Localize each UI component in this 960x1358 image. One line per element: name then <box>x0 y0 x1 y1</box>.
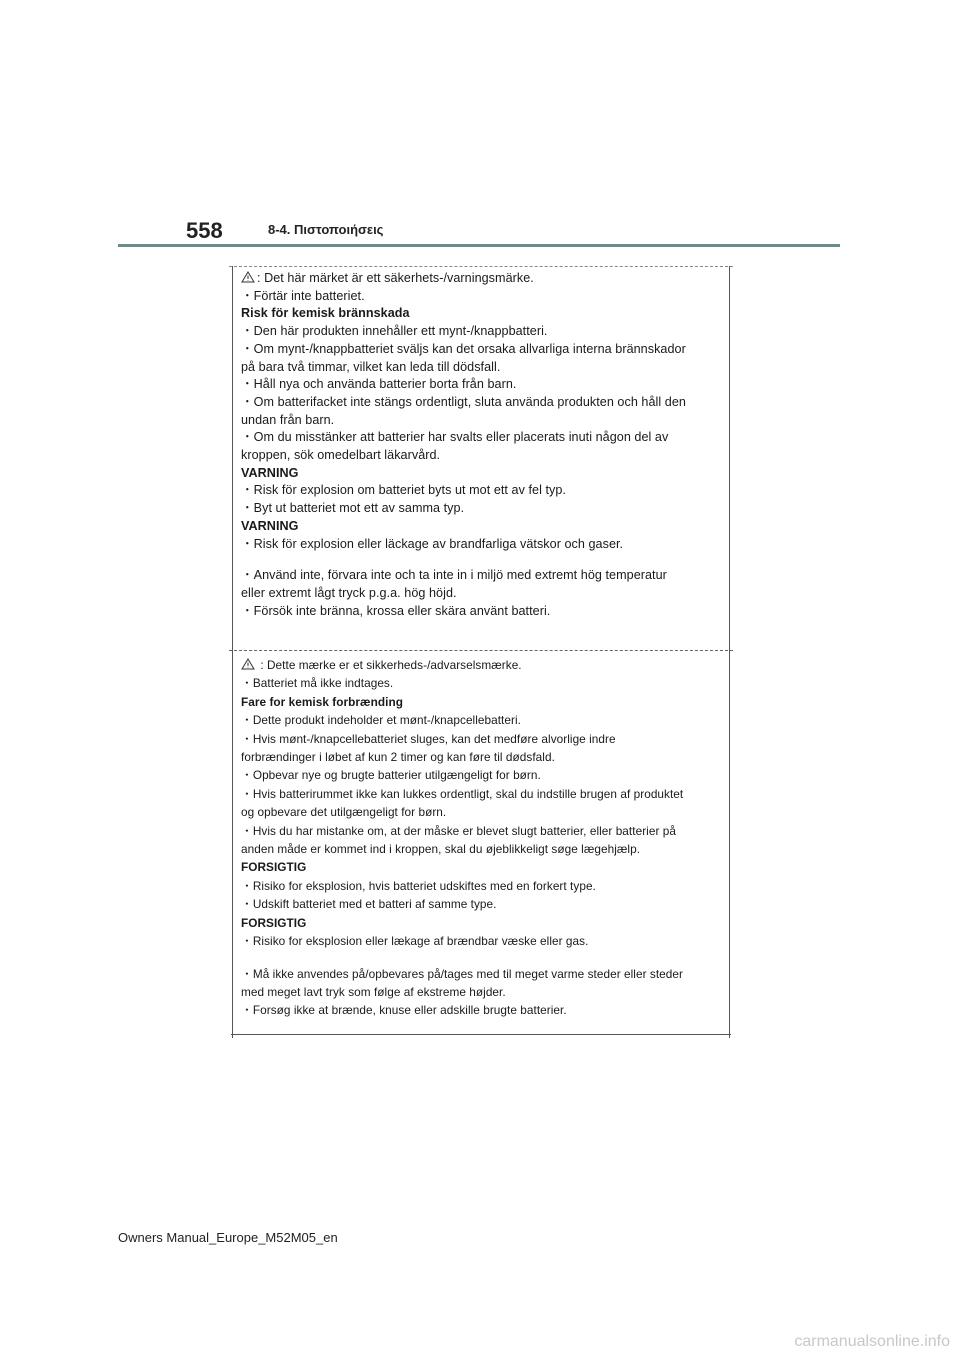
watermark: carmanualsonline.info <box>794 1333 950 1350</box>
header-rule <box>118 244 840 247</box>
warning-line <box>241 932 723 950</box>
line-text: ・Hvis batterirummet ikke kan lukkes ordentligt, skal du indstille brugen af produktet <box>241 786 684 801</box>
warning-line <box>241 822 723 840</box>
line-text: og opbevare det utilgængeligt for børn. <box>241 805 447 820</box>
line-text: ・Risk för explosion om batteriet byts ut mot ett av fel typ. <box>241 483 566 498</box>
warning-line <box>241 447 723 465</box>
line-text: ・Dette produkt indeholder et mønt-/knapcellebatteri. <box>241 713 521 728</box>
warning-heading <box>241 858 723 876</box>
warning-heading <box>241 693 723 711</box>
warning-line <box>241 394 723 412</box>
warning-line <box>241 585 723 603</box>
warning-heading <box>241 305 723 323</box>
line-text: ・Hvis du har mistanke om, at der måske er blevet slugt batterier, eller batterier på <box>241 823 676 838</box>
line-text: ・Risiko for eksplosion, hvis batteriet udskiftes med en forkert type. <box>241 878 596 893</box>
danish-warning-text <box>241 656 723 1034</box>
line-text: ・Opbevar nye og brugte batterier utilgængeligt for børn. <box>241 768 541 783</box>
warning-line <box>241 323 723 341</box>
line-text: : Dette mærke er et sikkerheds-/advarselsmærke. <box>257 658 522 672</box>
warning-line <box>241 270 723 288</box>
line-text: : Det här märket är ett säkerhets-/varningsmärke. <box>257 271 534 285</box>
warning-line <box>241 412 723 430</box>
warning-line <box>241 674 723 692</box>
warning-line <box>241 482 723 500</box>
line-text: på bara två timmar, vilket kan leda till dödsfall. <box>241 359 501 374</box>
warning-line <box>241 785 723 803</box>
line-text: ・Använd inte, förvara inte och ta inte in i miljö med extremt hög temperatur <box>241 568 667 583</box>
section-title: 8-4. Πιστοποιήσεις <box>268 222 384 237</box>
line-text: ・Om du misstänker att batterier har svalts eller placerats inuti någon del av <box>241 430 669 445</box>
warning-line <box>241 567 723 585</box>
line-text: ・Den här produkten innehåller ett mynt-/knappbatteri. <box>241 324 548 339</box>
line-text: ・Om mynt-/knappbatteriet sväljs kan det orsaka allvarliga interna brännskador <box>241 341 686 356</box>
line-text: ・Hvis mønt-/knapcellebatteriet sluges, kan det medføre alvorlige indre <box>241 731 616 746</box>
warning-line <box>241 748 723 766</box>
line-text: ・Risk för explosion eller läckage av brandfarliga vätskor och gaser. <box>241 536 624 551</box>
section-divider <box>229 650 733 651</box>
line-text: FORSIGTIG <box>241 860 307 875</box>
swedish-warning-text <box>241 270 723 650</box>
line-text: VARNING <box>241 465 299 480</box>
line-text: ・Risiko for eksplosion eller lækage af brændbar væske eller gas. <box>241 934 589 949</box>
panel-bottom-rule <box>231 1034 731 1035</box>
warning-line <box>241 429 723 447</box>
warning-heading <box>241 914 723 932</box>
warning-line <box>241 840 723 858</box>
warning-line <box>241 341 723 359</box>
warning-line <box>241 803 723 821</box>
warning-line <box>241 376 723 394</box>
warning-line <box>241 730 723 748</box>
line-text: ・Må ikke anvendes på/opbevares på/tages med til meget varme steder eller steder <box>241 966 683 981</box>
warning-line <box>241 766 723 784</box>
warning-line <box>241 877 723 895</box>
warning-line <box>241 1001 723 1019</box>
line-text: ・Förtär inte batteriet. <box>241 288 365 303</box>
warning-line <box>241 965 723 983</box>
warning-line <box>241 895 723 913</box>
line-text: Fare for kemisk forbrænding <box>241 694 403 709</box>
line-text: anden måde er kommet ind i kroppen, skal du øjeblikkeligt søge lægehjælp. <box>241 842 641 857</box>
warning-line <box>241 983 723 1001</box>
warning-line <box>241 536 723 554</box>
warning-line <box>241 288 723 306</box>
page-number: 558 <box>186 218 223 243</box>
warning-line <box>241 656 723 674</box>
line-text: forbrændinger i løbet af kun 2 timer og kan føre til dødsfald. <box>241 750 555 765</box>
line-text: ・Håll nya och använda batterier borta från barn. <box>241 377 517 392</box>
line-text: eller extremt lågt tryck p.g.a. hög höjd. <box>241 585 457 600</box>
page-header <box>118 212 840 246</box>
line-text: ・Försök inte bränna, krossa eller skära använt batteri. <box>241 603 551 618</box>
line-text: ・Batteriet må ikke indtages. <box>241 676 394 691</box>
warning-triangle-icon <box>241 658 255 670</box>
line-text: ・Om batterifacket inte stängs ordentligt, sluta använda produkten och håll den <box>241 394 686 409</box>
warning-heading <box>241 465 723 483</box>
warning-heading <box>241 518 723 536</box>
footer-manual-id: Owners Manual_Europe_M52M05_en <box>118 1230 338 1245</box>
line-text: med meget lavt tryk som følge af ekstreme højder. <box>241 984 506 999</box>
line-text: ・Forsøg ikke at brænde, knuse eller adskille brugte batterier. <box>241 1003 567 1018</box>
line-text: VARNING <box>241 518 299 533</box>
line-text: kroppen, sök omedelbart läkarvård. <box>241 448 441 463</box>
warning-line <box>241 500 723 518</box>
warning-line <box>241 359 723 377</box>
line-text: Risk för kemisk brännskada <box>241 306 410 321</box>
line-text: ・Byt ut batteriet mot ett av samma typ. <box>241 501 465 516</box>
line-text: FORSIGTIG <box>241 915 307 930</box>
line-text: ・Udskift batteriet med et batteri af samme type. <box>241 897 497 912</box>
warning-triangle-icon <box>241 271 255 283</box>
warning-line <box>241 603 723 621</box>
line-text: undan från barn. <box>241 412 335 427</box>
warning-line <box>241 711 723 729</box>
scanned-label-panel <box>232 266 730 1038</box>
